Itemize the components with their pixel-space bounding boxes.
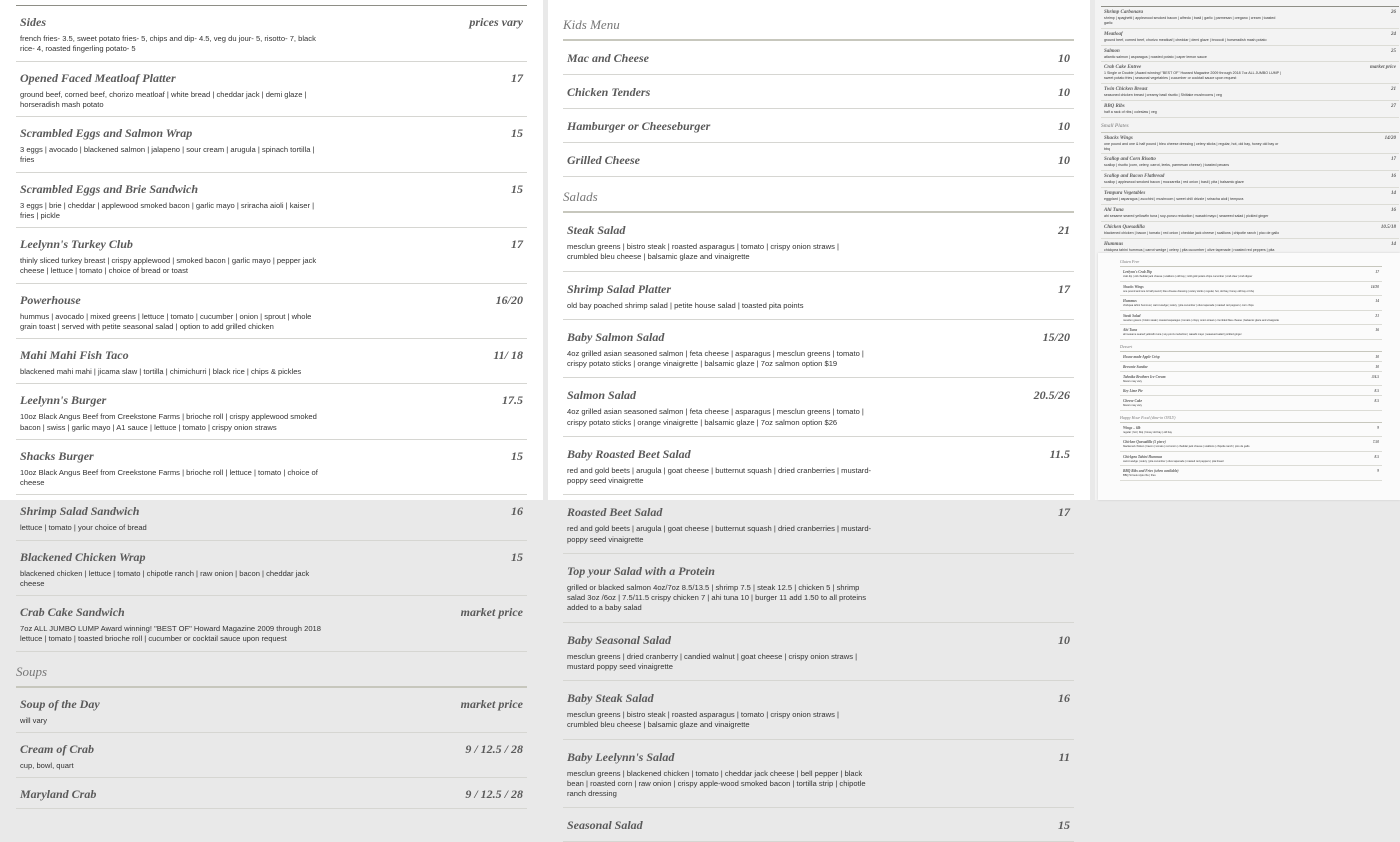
menu-item-price: 16 <box>511 504 523 519</box>
menu-item-price: market price <box>1370 65 1396 71</box>
menu-item <box>563 495 1074 554</box>
menu-item-price: market price <box>460 696 523 711</box>
menu-item-price: 14 <box>1375 299 1379 303</box>
menu-item-header <box>567 633 1070 648</box>
menu-item <box>1120 267 1382 282</box>
menu-item-name: Shrimp Salad Sandwich <box>20 504 140 519</box>
menu-item-name: Powerhouse <box>20 292 81 307</box>
menu-item <box>16 440 527 496</box>
menu-item-header <box>1123 455 1379 459</box>
menu-item-price: 17 <box>1058 505 1070 520</box>
menu-item-header <box>567 388 1070 403</box>
menu-item-price: 26 <box>1391 10 1396 15</box>
menu-item <box>16 541 527 597</box>
menu-item-name: Wings – 6lb <box>1123 425 1141 430</box>
menu-item-price: 10 <box>1375 364 1379 369</box>
menu-item-header <box>1123 299 1379 303</box>
menu-item-header <box>20 293 523 308</box>
menu-item <box>1120 437 1382 452</box>
menu-item-name: Steak Salad <box>1123 313 1141 318</box>
menu-item-description: crab dip | old cheddar jack cheese | scallions | old bay | mild gold potato chips cucumber | crab claw | crab dipper <box>1123 275 1253 278</box>
menu-item-header <box>20 348 523 363</box>
menu-item-header <box>1104 225 1396 230</box>
menu-item-price: 14/20 <box>1384 135 1396 141</box>
menu-column-2 <box>563 5 1074 842</box>
menu-item-name: Mahi Mahi Fish Taco <box>20 348 129 362</box>
section-title: Salads <box>563 177 1074 213</box>
menu-item-name: Tempura Vegetables <box>1104 191 1146 197</box>
menu-item-description: ground beef, corned beef, chorizo meatloaf | white bread | cheddar jack | demi glaze | horseradish mash potato <box>20 89 307 109</box>
menu-item <box>563 109 1074 143</box>
menu-item <box>563 41 1074 75</box>
menu-item-name: Shrimp Carbonara <box>1104 10 1144 15</box>
menu-item-price: 15/20 <box>1042 329 1070 344</box>
menu-item-price: 10 <box>1058 153 1070 167</box>
menu-item-description: mesclun greens | blackened chicken | tomato | cheddar jack cheese | bell pepper | black bean | roasted corn | raw onion | crispy apple-wood smoked bacon | tortilla strip | chipotle ranch dressing <box>567 768 866 798</box>
menu-item <box>1120 311 1382 326</box>
section-title: Soups <box>16 652 527 688</box>
menu-item-price: 17 <box>511 70 523 85</box>
menu-item-header <box>20 237 523 252</box>
menu-item-price: 16 <box>1391 207 1396 213</box>
menu-item-name: Hummus <box>1104 241 1124 247</box>
menu-item-name: Meatloaf <box>1104 31 1123 37</box>
menu-item-name: Blackened Chicken Wrap <box>20 549 146 564</box>
menu-item-header <box>567 51 1070 66</box>
menu-item <box>16 117 527 173</box>
menu-item-name: Baby Leelynn's Salad <box>567 749 675 764</box>
menu-item-price: 9 <box>1377 469 1379 473</box>
menu-item-price: 17 <box>1058 281 1070 296</box>
menu-item <box>1101 7 1399 29</box>
menu-item <box>1101 84 1399 101</box>
menu-item-header <box>567 119 1070 134</box>
menu-item-description: blackened chicken | bacon | tomato | red onion | cheddar jack cheese | scallions | chipotle ranch | pico de gallo <box>1123 445 1250 448</box>
menu-item-price: 16 <box>1058 691 1070 705</box>
menu-item-description: chickpea tahini hummus | carrot wedge | celery | pita cucumber | olive tapenade | roasted red peppers | corn chips <box>1123 304 1254 307</box>
menu-item-header <box>1123 355 1379 359</box>
menu-item-price: 25 <box>1391 48 1396 54</box>
menu-item-description: mesclun greens | bistro steak | roasted asparagus | tomato | crispy onion straws | crumbled bleu cheese | balsamic glaze and vinaigrette <box>567 242 839 262</box>
menu-item <box>1120 466 1382 481</box>
menu-item <box>1120 282 1382 297</box>
menu-item-price: 8.5 <box>1374 389 1379 393</box>
menu-item-description: 4oz grilled asian seasoned salmon | feta cheese | asparagus | mesclun greens | tomato | crispy potato sticks | orange vinaigrette | balsamic glaze | 7oz salmon option $26 <box>567 407 864 427</box>
menu-item-header <box>567 330 1070 345</box>
menu-item <box>1101 171 1399 188</box>
menu-item-price: 21 <box>1058 223 1070 237</box>
menu-item <box>1101 205 1399 222</box>
menu-item-header <box>20 605 523 620</box>
menu-item-price: 24 <box>1391 31 1396 37</box>
menu-item-name: Sides <box>20 15 47 29</box>
menu-item <box>563 75 1074 109</box>
menu-item-header <box>567 447 1070 462</box>
menu-item <box>1101 101 1399 118</box>
menu-item-name: Shacks Burger <box>20 448 94 463</box>
menu-item-description: mesclun greens | bistro steak | roasted asparagus | tomato | crispy onion straws | crumbled bleu cheese | balsamic glaze and vinaigrette <box>567 710 839 730</box>
menu-item-name: Opened Faced Meatloaf Platter <box>20 70 176 85</box>
menu-item <box>1101 62 1399 84</box>
menu-item-header <box>567 282 1070 297</box>
menu-item-description: carrot wedge | celery | pita cucumber | olive tapenade | roasted red peppers | pita bread <box>1123 459 1224 463</box>
menu-item <box>16 495 527 540</box>
menu-item-price: 10 <box>1058 632 1070 647</box>
menu-item-header <box>20 71 523 86</box>
menu-item-name: Scrambled Eggs and Brie Sandwich <box>20 181 199 196</box>
menu-item <box>16 62 527 118</box>
menu-item-description: one pound and one & half pound | bleu cheese dressing | celery sticks | regular, hot, old bay, honey old bay or bbq <box>1123 289 1254 293</box>
menu-item-price: 14/20 <box>1370 284 1379 289</box>
menu-item-header <box>1104 242 1396 247</box>
menu-item-name: Salmon Salad <box>567 388 637 403</box>
menu-item-name: Chicken Quesadilla (5 piece) <box>1123 440 1166 444</box>
menu-item-header <box>1104 65 1396 70</box>
menu-item-header <box>20 742 523 757</box>
menu-item-description: blackened chicken | lettuce | tomato | chipotle ranch | raw onion | bacon | cheddar jack cheese <box>20 568 310 588</box>
menu-item-name: Crab Cake Sandwich <box>20 605 125 619</box>
section-title: Small Plates <box>1101 118 1399 133</box>
menu-item-description: 7oz ALL JUMBO LUMP Award winning! "BEST OF" Howard Magazine 2009 through 2018 lettuce | tomato | toasted brioche roll | cucumber or cocktail sauce upon request <box>20 624 322 644</box>
menu-item-description: one pound and one & half pound | bleu cheese dressing | celery sticks | regular, hot, old bay, honey old bay or bbq <box>1104 141 1279 151</box>
menu-item-price: 11.5 <box>1049 446 1070 461</box>
menu-item-price: 8.5 <box>1374 454 1379 459</box>
menu-item-name: Seasonal Salad <box>567 818 643 833</box>
menu-item-description: mesclun greens | bistro steak | roasted asparagus | tomato | crispy onion straws | crumbled bleu cheese | balsamic glaze and vinaigrette <box>1123 318 1279 322</box>
menu-item-name: Top your Salad with a Protein <box>567 563 715 578</box>
menu-item-description: 4oz grilled asian seasoned salmon | feta cheese | asparagus | mesclun greens | tomato | crispy potato sticks | orange vinaigrette | balsamic glaze | 7oz salmon option $19 <box>567 348 864 368</box>
menu-item-name: Brownie Sundae <box>1123 364 1148 369</box>
menu-item-name: Hamburger or Cheeseburger <box>567 119 711 133</box>
menu-item <box>563 143 1074 177</box>
menu-item-header <box>1104 32 1396 37</box>
menu-item-description: 10oz Black Angus Beef from Creekstone Farms | brioche roll | lettuce | tomato | choice of cheese <box>20 467 318 487</box>
menu-item-header <box>1104 191 1396 196</box>
menu-item-name: Shacks Wings <box>1104 135 1133 141</box>
menu-item <box>16 173 527 229</box>
menu-item-description: half a rack of ribs | coleslaw | veg <box>1104 109 1157 114</box>
menu-item <box>1120 423 1382 438</box>
menu-item-name: BBQ Ribs and Fries (when available) <box>1123 469 1179 473</box>
menu-item <box>563 623 1074 682</box>
menu-item-header <box>1104 49 1396 54</box>
menu-item-header <box>567 750 1070 765</box>
menu-item <box>1120 386 1382 396</box>
menu-item-price: 10 <box>1058 51 1070 65</box>
menu-item-header <box>567 505 1070 520</box>
menu-item <box>16 596 527 652</box>
menu-item-description: blackened chicken | bacon | tomato | red onion | cheddar jack cheese | scallions | chipotle ranch | pico de gallo <box>1104 230 1280 235</box>
menu-item-header <box>1123 375 1379 379</box>
menu-item-description: red and gold beets | arugula | goat cheese | butternut squash | dried cranberries | mustard-poppy seed vinaigrette <box>567 465 872 485</box>
menu-item-name: Roasted Beet Salad <box>567 505 663 520</box>
menu-item-price: 15 <box>511 448 523 463</box>
menu-item-price: 15 <box>511 549 523 564</box>
menu-item-header <box>567 153 1070 168</box>
menu-item <box>1120 396 1382 411</box>
menu-item-price: 7.50 <box>1372 440 1379 444</box>
menu-item-description: scallop | risotto (corn, celery, carrot, leeks, parmesan cheese) | toasted pecans <box>1104 163 1230 168</box>
menu-item-header <box>1123 314 1379 318</box>
menu-item-name: BBQ Ribs <box>1104 103 1125 109</box>
menu-item-description: lettuce | tomato | your choice of bread <box>20 523 147 533</box>
section-title: Happy Hour Food (dine-in ONLY) <box>1120 411 1382 423</box>
menu-item-name: Shrimp Salad Platter <box>567 281 672 296</box>
menu-item-description: ahi sesame seared yellowfin tuna | soy-ponzu reduction | wasabi mayo | seaweed salad | pickled ginger <box>1123 333 1242 336</box>
menu-item-description: will vary <box>20 715 48 725</box>
section-title: Dessert <box>1120 340 1382 352</box>
menu-item-price: 15 <box>511 126 523 140</box>
menu-item-name: Leelynn's Crab Dip <box>1123 270 1152 274</box>
menu-item-name: Scrambled Eggs and Salmon Wrap <box>20 126 193 140</box>
menu-item-description: BBQ St louis style ribs | fries <box>1123 474 1156 477</box>
menu-item-header <box>20 787 523 802</box>
menu-item-description: ground beef, corned beef, chorizo meatloaf | cheddar | demi glaze | broccoli | horseradish mash potato <box>1104 37 1267 42</box>
menu-item-description: hummus | avocado | mixed greens | lettuce | tomato | cucumber | onion | sprout | whole grain toast | served with petite seasonal salad | option to add grilled chicken <box>20 311 312 331</box>
menu-item <box>1101 154 1399 171</box>
menu-item-name: Cheese Cake <box>1123 399 1143 403</box>
menu-item-header <box>567 564 1070 579</box>
menu-page-4 <box>1098 253 1400 500</box>
menu-item-price: 9 / 12.5 / 28 <box>465 787 523 801</box>
menu-item <box>1101 133 1399 155</box>
menu-item-description: 3 eggs | brie | cheddar | applewood smoked bacon | garlic mayo | sriracha aioli | kaiser | fries | pickle <box>20 200 315 220</box>
menu-item-header <box>567 85 1070 100</box>
menu-item-price: 16/20 <box>495 292 523 307</box>
menu-item-header <box>20 182 523 197</box>
menu-item-header <box>20 15 523 30</box>
menu-item-price: 9 <box>1377 425 1379 430</box>
menu-item-header <box>1123 285 1379 289</box>
menu-item-price: 14 <box>1391 191 1396 197</box>
menu-item-header <box>1123 426 1379 430</box>
menu-item-header <box>20 126 523 141</box>
menu-item-price: 21 <box>1375 313 1379 318</box>
menu-item-header <box>20 449 523 464</box>
menu-item <box>1120 296 1382 311</box>
menu-item-price: 10 <box>1058 119 1070 133</box>
section-title: Gluten Free <box>1120 255 1382 267</box>
menu-item-price: 11 <box>1058 749 1070 764</box>
menu-item-price: 16 <box>1391 174 1396 180</box>
menu-item-description: grilled or blacked salmon 4oz/7oz 8.5/13.5 | shrimp 7.5 | steak 12.5 | chicken 5 | shrimp salad 3oz /6oz | 7.5/11.5 crispy chicken 7 | ahi tuna 10 | burger 11 add 1.50 to all proteins added to a baby salad <box>567 582 867 613</box>
menu-item <box>1120 372 1382 387</box>
menu-item-description: regular | hot | bbq | honey old bay | old bay <box>1123 430 1172 434</box>
menu-item-header <box>20 504 523 519</box>
menu-item <box>563 437 1074 496</box>
menu-item-name: Maryland Crab <box>20 787 97 801</box>
menu-item-name: Scallop and Corn Risotto <box>1104 157 1156 163</box>
menu-item <box>563 808 1074 842</box>
menu-item-name: Soup of the Day <box>20 696 100 711</box>
menu-item <box>563 554 1074 623</box>
menu-column-3 <box>1101 6 1399 260</box>
menu-item-header <box>1104 136 1396 141</box>
menu-item-description: red and gold beets | arugula | goat cheese | butternut squash | dried cranberries | mustard-poppy seed vinaigrette <box>567 524 872 544</box>
menu-item <box>1120 325 1382 340</box>
menu-item-name: Leelynn's Burger <box>20 393 107 408</box>
menu-item-header <box>20 550 523 565</box>
menu-item-header <box>567 818 1070 833</box>
menu-item-price: prices vary <box>469 15 523 29</box>
menu-item-header <box>1104 174 1396 179</box>
menu-item-header <box>1123 328 1379 332</box>
menu-item <box>16 778 527 809</box>
menu-item-header <box>1123 389 1379 393</box>
menu-item-name: Cream of Crab <box>20 741 95 756</box>
menu-item-price: 11/ 18 <box>493 348 523 362</box>
menu-item-name: Chicken Quesadilla <box>1104 224 1145 230</box>
menu-item-name: Shacks Wings <box>1123 284 1144 289</box>
menu-item-header <box>1104 157 1396 162</box>
menu-item-description: mesclun greens | dried cranberry | candied walnut | goat cheese | crispy onion straws | mustard poppy seed vinaigrette <box>567 651 858 671</box>
menu-item <box>16 733 527 778</box>
menu-item-description: shrimp | spaghetti | applewood smoked bacon | alfredo | basil | garlic | parmesan | oregano | cream | toasted garlic <box>1104 16 1276 25</box>
menu-item <box>1101 46 1399 63</box>
menu-item-description: french fries- 3.5, sweet potato fries- 5, chips and dip- 4.5, veg du jour- 5, risotto- 7, black rice- 4, roasted fingerling potato- 5 <box>20 34 316 54</box>
menu-item <box>16 284 527 340</box>
menu-item <box>563 272 1074 320</box>
menu-item <box>563 740 1074 809</box>
menu-item-header <box>1104 10 1396 15</box>
menu-item-price: 17 <box>1375 270 1379 274</box>
menu-column-4 <box>1120 255 1382 481</box>
menu-item-name: Twin Chicken Breast <box>1104 87 1148 93</box>
menu-item-description: flavors may vary <box>1123 404 1142 407</box>
menu-item-name: Steak Salad <box>567 223 626 237</box>
menu-item-description: cup, bowl, quart <box>20 760 74 770</box>
menu-item <box>16 384 527 440</box>
menu-item-header <box>1123 469 1379 473</box>
menu-item-price: 9 / 12.5 / 28 <box>465 741 523 756</box>
menu-item-description: blackened mahi mahi | jicama slaw | tortilla | chimichurri | black rice | chips & pickles <box>20 367 302 376</box>
menu-item-price: 10 <box>1375 354 1379 359</box>
menu-item-name: Key Lime Pie <box>1123 389 1143 393</box>
menu-item-price: 14 <box>1391 241 1396 247</box>
menu-item-header <box>1104 104 1396 109</box>
menu-item-description: chickpea tahini hummus | carrot wedge | celery | pita cucumber | olive tapenade | roasted red peppers | pita <box>1104 247 1275 252</box>
menu-item-header <box>20 697 523 712</box>
menu-item-price: 17 <box>1391 157 1396 163</box>
menu-item-name: Scallop and Bacon Flatbread <box>1104 174 1165 180</box>
menu-item-price: 16 <box>1375 328 1379 332</box>
menu-item-name: Baby Salmon Salad <box>567 329 665 344</box>
menu-item-header <box>567 691 1070 706</box>
menu-item-name: Tahnika Brothers Ice Cream <box>1123 374 1166 379</box>
section-title: Kids Menu <box>563 5 1074 41</box>
menu-item-price: market price <box>460 605 523 619</box>
menu-item-header <box>1123 270 1379 274</box>
menu-item-price: 17.5 <box>502 393 523 408</box>
menu-item-name: Leelynn's Turkey Club <box>20 237 133 251</box>
menu-item <box>1101 29 1399 46</box>
menu-item-header <box>1123 399 1379 403</box>
menu-item <box>563 681 1074 740</box>
menu-item-description: seasoned chicken breast | creamy basil risotto | Shiitake mushrooms | veg <box>1104 93 1222 98</box>
menu-item-price: 10 <box>1058 85 1070 99</box>
menu-page-1 <box>0 0 543 801</box>
menu-item <box>1101 222 1399 239</box>
menu-item-price: 27 <box>1391 103 1396 109</box>
menu-item-name: Mac and Cheese <box>567 51 649 65</box>
menu-item-price: 8.5 <box>1374 399 1379 403</box>
menu-item-name: House made Apple Crisp <box>1123 354 1160 359</box>
menu-item <box>1120 452 1382 467</box>
menu-item-name: Chickpea Tahini Hummus <box>1123 454 1163 459</box>
menu-item-description: flavors may vary <box>1123 379 1142 383</box>
menu-item <box>563 378 1074 437</box>
menu-item-name: Ahi Tuna <box>1104 207 1124 213</box>
menu-item <box>16 688 527 733</box>
menu-item <box>563 213 1074 272</box>
menu-item-description: 10oz Black Angus Beef from Creekstone Farms | brioche roll | crispy applewood smoked bacon | swiss | garlic mayo | A1 sauce | lettuce | tomato | crispy onion straws <box>20 412 317 432</box>
menu-item-description: eggplant | asparagus | zucchini | mushroom | sweet chili drizzle | sriracha aioli | tempura <box>1104 197 1244 202</box>
menu-item <box>16 6 527 62</box>
menu-item-header <box>567 223 1070 238</box>
menu-item <box>1101 188 1399 205</box>
menu-item-header <box>1123 365 1379 369</box>
menu-item-price: 15 <box>1058 818 1070 833</box>
menu-item-price: 21 <box>1391 87 1396 93</box>
menu-item-description: ahi sesame seared yellowfin tuna | soy-ponzu reduction | wasabi mayo | seaweed salad | pickled ginger <box>1104 213 1269 218</box>
menu-item-price: 3/4.5 <box>1371 374 1379 379</box>
menu-item-name: Baby Steak Salad <box>567 691 654 705</box>
menu-item-name: Crab Cake Entree <box>1104 65 1142 71</box>
menu-item-header <box>1104 208 1396 213</box>
menu-item <box>1120 352 1382 362</box>
menu-page-2 <box>548 0 1090 833</box>
menu-column-1 <box>16 5 527 809</box>
menu-item-header <box>20 393 523 408</box>
menu-item-name: Salmon <box>1104 48 1120 54</box>
menu-item-description: atlantic salmon | asparagus | roasted potato | caper lemon sauce <box>1104 54 1207 59</box>
menu-item-price: 17 <box>511 237 523 251</box>
menu-item-name: Chicken Tenders <box>567 85 651 99</box>
menu-item-name: Baby Seasonal Salad <box>567 632 672 647</box>
menu-item-description: old bay poached shrimp salad | petite house salad | toasted pita points <box>567 300 804 310</box>
menu-item-name: Baby Roasted Beet Salad <box>567 446 691 461</box>
menu-item-name: Ahi Tuna <box>1123 328 1138 332</box>
menu-item-price: 15 <box>511 181 523 196</box>
menu-item-header <box>1104 87 1396 92</box>
menu-item <box>1120 362 1382 372</box>
menu-item <box>16 228 527 284</box>
menu-item <box>563 320 1074 379</box>
menu-item-price: 20.5/26 <box>1033 388 1070 403</box>
menu-item-description: scallop | applewood smoked bacon | mozzarella | red onion | basil | pita | balsamic glaze <box>1104 180 1244 185</box>
menu-item-price: 10.5/18 <box>1380 224 1396 230</box>
menu-item <box>16 339 527 384</box>
menu-item-description: 3 eggs | avocado | blackened salmon | jalapeno | sour cream | arugula | spinach tortilla | fries <box>20 145 315 165</box>
menu-item-description: 1 Single or Double | Award winning! "BEST OF" Howard Magazine 2009 through 2018 7oz ALL JUMBO LUMP | sweet potato fries | seasonal vegetables | cucumber or cocktail sauce upon request <box>1104 71 1281 81</box>
menu-item-name: Hummus <box>1123 299 1137 303</box>
menu-item-name: Grilled Cheese <box>567 153 640 167</box>
menu-item-description: thinly sliced turkey breast | crispy applewood | smoked bacon | garlic mayo | pepper jack cheese | lettuce | tomato | choice of bread or toast <box>20 256 317 276</box>
menu-item-header <box>1123 440 1379 444</box>
